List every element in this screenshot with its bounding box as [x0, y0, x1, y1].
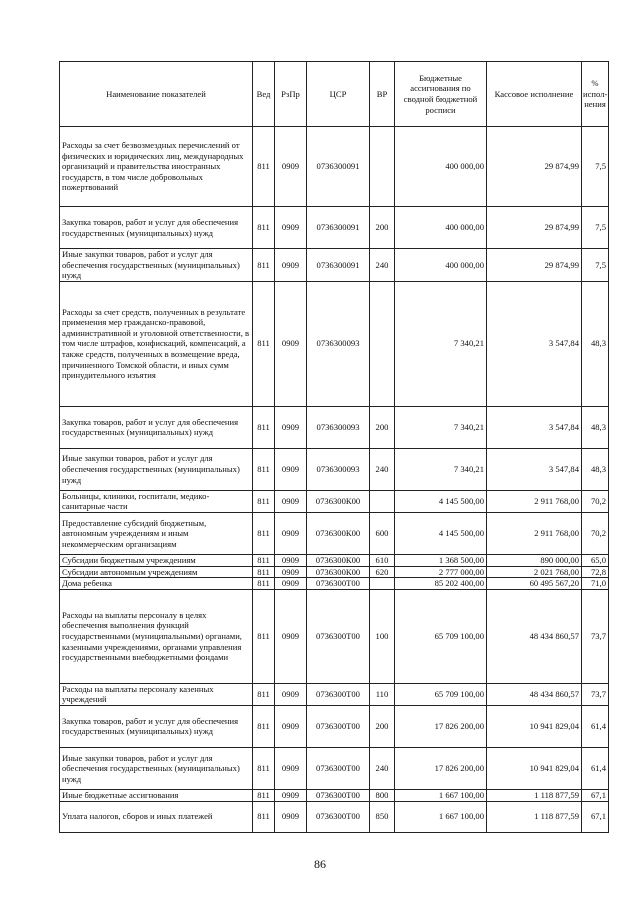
row-vr-cell: 200 — [370, 406, 395, 448]
row-budget-cell: 65 709 100,00 — [395, 683, 487, 705]
row-rzpr-cell: 0909 — [275, 249, 307, 282]
row-ved-cell: 811 — [253, 448, 275, 490]
row-budget-cell: 4 145 500,00 — [395, 512, 487, 554]
row-rzpr-cell: 0909 — [275, 801, 307, 832]
row-percent-cell: 48,3 — [582, 281, 609, 406]
row-cash-cell: 60 495 567,20 — [487, 578, 582, 590]
table-row — [60, 801, 609, 832]
row-vr-cell: 240 — [370, 249, 395, 282]
row-csr-cell: 0736300093 — [307, 448, 370, 490]
row-cash-cell: 3 547,84 — [487, 281, 582, 406]
row-percent-cell: 65,0 — [582, 554, 609, 566]
row-cash-cell: 3 547,84 — [487, 406, 582, 448]
row-name-cell: Иные закупки товаров, работ и услуг для обеспечения государственных (муниципальных) нужд — [60, 249, 253, 282]
row-cash-cell: 29 874,99 — [487, 249, 582, 282]
row-ved-cell: 811 — [253, 566, 275, 578]
row-cash-cell: 29 874,99 — [487, 127, 582, 207]
row-rzpr-cell: 0909 — [275, 683, 307, 705]
table-row — [60, 566, 609, 578]
row-name-cell: Расходы за счет безвозмездных перечислений от физических и юридических лиц, международных организаций и правительства иностранных государств, в том числе добровольных пожертвований — [60, 127, 253, 207]
row-budget-cell: 4 145 500,00 — [395, 490, 487, 512]
row-ved-cell: 811 — [253, 705, 275, 747]
row-budget-cell: 7 340,21 — [395, 448, 487, 490]
col-header-cash: Кассовое исполнение — [487, 62, 582, 127]
row-budget-cell: 400 000,00 — [395, 127, 487, 207]
row-name-cell: Дома ребенка — [60, 578, 253, 590]
row-name-cell: Закупка товаров, работ и услуг для обеспечения государственных (муниципальных) нужд — [60, 207, 253, 249]
row-name-cell: Субсидии бюджетным учреждениям — [60, 554, 253, 566]
table-row — [60, 554, 609, 566]
row-rzpr-cell: 0909 — [275, 207, 307, 249]
row-percent-cell: 7,5 — [582, 127, 609, 207]
row-cash-cell: 2 911 768,00 — [487, 490, 582, 512]
row-vr-cell: 610 — [370, 554, 395, 566]
row-vr-cell: 110 — [370, 683, 395, 705]
row-vr-cell: 100 — [370, 589, 395, 683]
row-name-cell: Расходы на выплаты персоналу в целях обеспечения выполнения функций государственными (муниципальными) органами, казенными учреждениями, органами управления государственными внебюджетными фондами — [60, 589, 253, 683]
row-ved-cell: 811 — [253, 512, 275, 554]
row-rzpr-cell: 0909 — [275, 789, 307, 801]
row-rzpr-cell: 0909 — [275, 512, 307, 554]
row-cash-cell: 48 434 860,57 — [487, 589, 582, 683]
row-vr-cell — [370, 490, 395, 512]
row-budget-cell: 400 000,00 — [395, 249, 487, 282]
table-header-row — [60, 62, 609, 127]
row-name-cell: Расходы за счет средств, полученных в результате применения мер гражданско-правовой, административной и уголовной ответственности, в том числе штрафов, конфискаций, компенсаций, а также средств, полученных в возмещение вреда, причиненного Томской области, и иных сумм принудительного изъятия — [60, 281, 253, 406]
row-budget-cell: 7 340,21 — [395, 406, 487, 448]
row-ved-cell: 811 — [253, 281, 275, 406]
row-cash-cell: 29 874,99 — [487, 207, 582, 249]
row-vr-cell: 200 — [370, 207, 395, 249]
table-row — [60, 578, 609, 590]
row-csr-cell: 0736300К00 — [307, 554, 370, 566]
row-csr-cell: 0736300Т00 — [307, 578, 370, 590]
row-rzpr-cell: 0909 — [275, 705, 307, 747]
col-header-name: Наименование показателей — [60, 62, 253, 127]
row-vr-cell: 600 — [370, 512, 395, 554]
row-vr-cell: 200 — [370, 705, 395, 747]
row-ved-cell: 811 — [253, 683, 275, 705]
row-cash-cell: 48 434 860,57 — [487, 683, 582, 705]
row-ved-cell: 811 — [253, 578, 275, 590]
row-budget-cell: 17 826 200,00 — [395, 705, 487, 747]
row-percent-cell: 73,7 — [582, 589, 609, 683]
row-percent-cell: 71,0 — [582, 578, 609, 590]
row-budget-cell: 7 340,21 — [395, 281, 487, 406]
row-rzpr-cell: 0909 — [275, 566, 307, 578]
row-rzpr-cell: 0909 — [275, 554, 307, 566]
row-csr-cell: 0736300Т00 — [307, 801, 370, 832]
row-csr-cell: 0736300093 — [307, 281, 370, 406]
row-csr-cell: 0736300Т00 — [307, 705, 370, 747]
row-ved-cell: 811 — [253, 207, 275, 249]
table-row — [60, 127, 609, 207]
row-name-cell: Иные бюджетные ассигнования — [60, 789, 253, 801]
col-header-budget: Бюджетные ассигнования по сводной бюджетной росписи — [395, 62, 487, 127]
table-row — [60, 281, 609, 406]
table-row — [60, 490, 609, 512]
row-name-cell: Закупка товаров, работ и услуг для обеспечения государственных (муниципальных) нужд — [60, 705, 253, 747]
row-name-cell: Предоставление субсидий бюджетным, автономным учреждениям и иным некоммерческим организациям — [60, 512, 253, 554]
row-percent-cell: 7,5 — [582, 249, 609, 282]
row-csr-cell: 0736300091 — [307, 207, 370, 249]
row-budget-cell: 1 667 100,00 — [395, 789, 487, 801]
row-csr-cell: 0736300К00 — [307, 512, 370, 554]
row-budget-cell: 400 000,00 — [395, 207, 487, 249]
row-percent-cell: 67,1 — [582, 789, 609, 801]
row-percent-cell: 73,7 — [582, 683, 609, 705]
row-ved-cell: 811 — [253, 789, 275, 801]
row-budget-cell: 17 826 200,00 — [395, 747, 487, 789]
row-rzpr-cell: 0909 — [275, 448, 307, 490]
row-ved-cell: 811 — [253, 490, 275, 512]
row-csr-cell: 0736300К00 — [307, 566, 370, 578]
row-vr-cell: 800 — [370, 789, 395, 801]
row-csr-cell: 0736300Т00 — [307, 589, 370, 683]
col-header-percent: % испол-нения — [582, 62, 609, 127]
row-rzpr-cell: 0909 — [275, 747, 307, 789]
table-body — [60, 127, 609, 833]
row-ved-cell: 811 — [253, 406, 275, 448]
row-vr-cell — [370, 127, 395, 207]
row-budget-cell: 1 368 500,00 — [395, 554, 487, 566]
budget-table — [59, 61, 609, 833]
table-row — [60, 448, 609, 490]
row-rzpr-cell: 0909 — [275, 406, 307, 448]
row-ved-cell: 811 — [253, 747, 275, 789]
row-cash-cell: 1 118 877,59 — [487, 801, 582, 832]
row-percent-cell: 48,3 — [582, 448, 609, 490]
table-row — [60, 406, 609, 448]
row-cash-cell: 3 547,84 — [487, 448, 582, 490]
row-rzpr-cell: 0909 — [275, 589, 307, 683]
row-percent-cell: 67,1 — [582, 801, 609, 832]
row-cash-cell: 2 911 768,00 — [487, 512, 582, 554]
row-vr-cell: 240 — [370, 448, 395, 490]
row-vr-cell — [370, 578, 395, 590]
row-cash-cell: 10 941 829,04 — [487, 747, 582, 789]
row-csr-cell: 0736300091 — [307, 249, 370, 282]
row-percent-cell: 72,8 — [582, 566, 609, 578]
row-cash-cell: 2 021 768,00 — [487, 566, 582, 578]
col-header-rzpr: РзПр — [275, 62, 307, 127]
row-csr-cell: 0736300Т00 — [307, 683, 370, 705]
table-row — [60, 512, 609, 554]
row-budget-cell: 65 709 100,00 — [395, 589, 487, 683]
row-name-cell: Расходы на выплаты персоналу казенных учреждений — [60, 683, 253, 705]
col-header-csr: ЦСР — [307, 62, 370, 127]
row-cash-cell: 1 118 877,59 — [487, 789, 582, 801]
row-budget-cell: 1 667 100,00 — [395, 801, 487, 832]
table-row — [60, 705, 609, 747]
row-rzpr-cell: 0909 — [275, 578, 307, 590]
row-csr-cell: 0736300К00 — [307, 490, 370, 512]
row-name-cell: Иные закупки товаров, работ и услуг для обеспечения государственных (муниципальных) нужд — [60, 747, 253, 789]
row-csr-cell: 0736300Т00 — [307, 747, 370, 789]
row-ved-cell: 811 — [253, 589, 275, 683]
row-ved-cell: 811 — [253, 801, 275, 832]
row-percent-cell: 7,5 — [582, 207, 609, 249]
row-rzpr-cell: 0909 — [275, 127, 307, 207]
table-row — [60, 249, 609, 282]
row-vr-cell: 620 — [370, 566, 395, 578]
row-name-cell: Больницы, клиники, госпитали, медико-санитарные части — [60, 490, 253, 512]
row-vr-cell — [370, 281, 395, 406]
row-percent-cell: 61,4 — [582, 705, 609, 747]
row-cash-cell: 10 941 829,04 — [487, 705, 582, 747]
row-cash-cell: 890 000,00 — [487, 554, 582, 566]
col-header-vr: ВР — [370, 62, 395, 127]
row-name-cell: Закупка товаров, работ и услуг для обеспечения государственных (муниципальных) нужд — [60, 406, 253, 448]
row-budget-cell: 2 777 000,00 — [395, 566, 487, 578]
row-rzpr-cell: 0909 — [275, 281, 307, 406]
row-csr-cell: 0736300093 — [307, 406, 370, 448]
row-ved-cell: 811 — [253, 249, 275, 282]
row-percent-cell: 61,4 — [582, 747, 609, 789]
row-percent-cell: 48,3 — [582, 406, 609, 448]
row-name-cell: Субсидии автономным учреждениям — [60, 566, 253, 578]
table-row — [60, 747, 609, 789]
row-vr-cell: 850 — [370, 801, 395, 832]
row-ved-cell: 811 — [253, 127, 275, 207]
page-number: 86 — [314, 857, 326, 871]
table-row — [60, 207, 609, 249]
row-csr-cell: 0736300091 — [307, 127, 370, 207]
table-row — [60, 683, 609, 705]
row-ved-cell: 811 — [253, 554, 275, 566]
table-row — [60, 789, 609, 801]
row-percent-cell: 70,2 — [582, 490, 609, 512]
col-header-ved: Вед — [253, 62, 275, 127]
row-percent-cell: 70,2 — [582, 512, 609, 554]
row-vr-cell: 240 — [370, 747, 395, 789]
row-budget-cell: 85 202 400,00 — [395, 578, 487, 590]
row-name-cell: Иные закупки товаров, работ и услуг для обеспечения государственных (муниципальных) нужд — [60, 448, 253, 490]
table-row — [60, 589, 609, 683]
row-name-cell: Уплата налогов, сборов и иных платежей — [60, 801, 253, 832]
row-csr-cell: 0736300Т00 — [307, 789, 370, 801]
row-rzpr-cell: 0909 — [275, 490, 307, 512]
